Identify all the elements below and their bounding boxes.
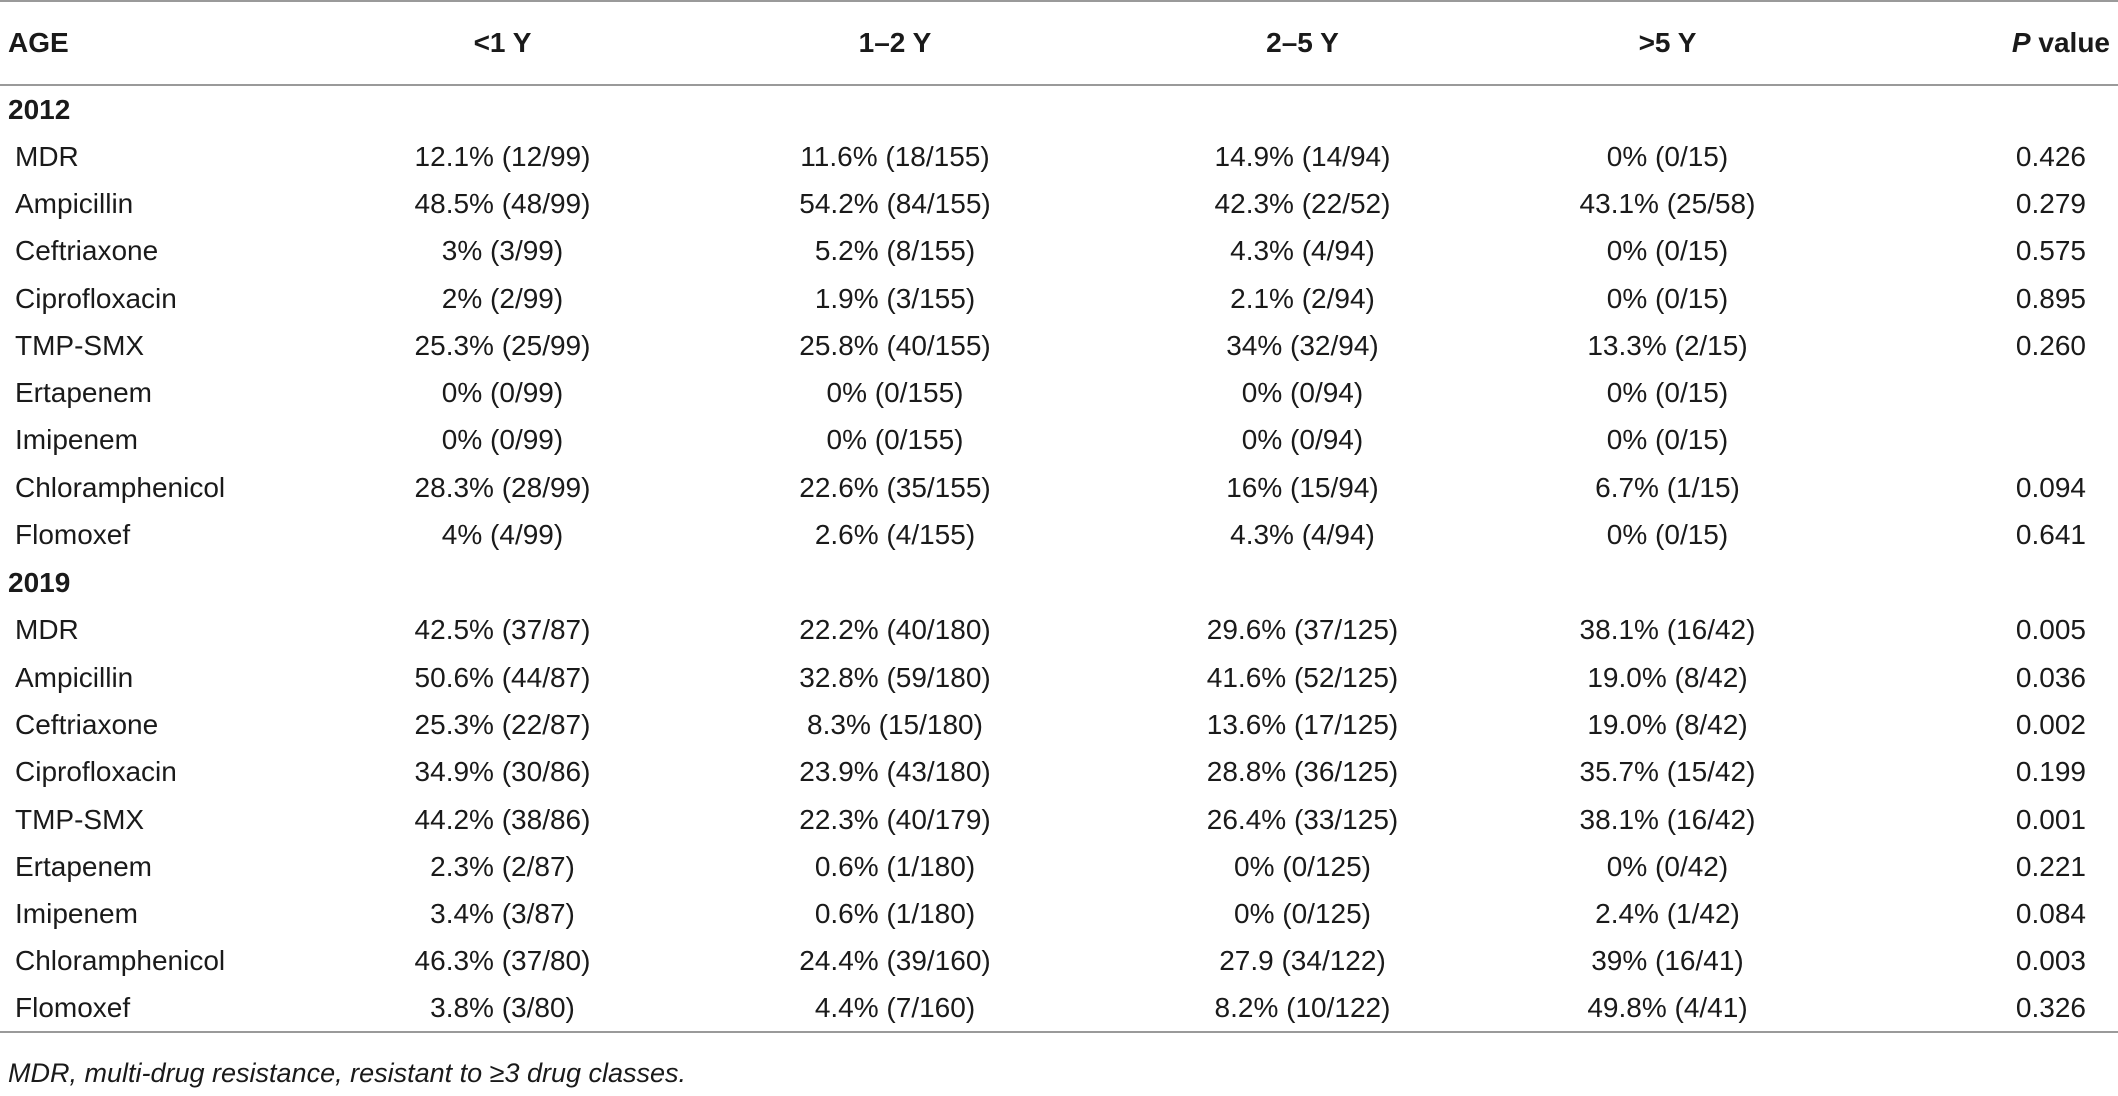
over-5y-cell: 0% (0/15) [1606,140,1729,172]
drug-name-cell: TMP-SMX [15,803,145,835]
p-value-cell: 0.895 [2015,282,2086,314]
drug-name-cell: Ciprofloxacin [15,282,177,314]
table-row [0,749,2118,796]
under-1y-cell: 25.3% (25/99) [414,329,591,361]
over-5y-cell: 39% (16/41) [1591,945,1744,977]
under-1y-cell: 2% (2/99) [441,282,564,314]
drug-name-cell: Flomoxef [0,985,330,1032]
table-row [0,890,2118,937]
drug-name-cell: Ertapenem [15,377,152,409]
age-1-2y-cell: 22.2% (40/180) [799,614,991,646]
under-1y-cell: 42.5% (37/87) [414,614,591,646]
p-value-cell: 0.279 [2015,187,2086,219]
p-value-cell [1845,417,2118,464]
over-5y-cell: 2.4% (1/42) [1595,898,1740,930]
age-1-2y-cell: 54.2% (84/155) [799,187,991,219]
under-1y-cell: 48.5% (48/99) [414,187,591,219]
table-row [0,654,2118,701]
age-2-5y-cell: 0% (0/94) [1241,377,1364,409]
table-row [0,228,2118,275]
age-1-2y-cell: 0% (0/155) [826,377,964,409]
drug-name-cell: Ceftriaxone [15,708,159,740]
age-1-2y-cell: 0.6% (1/180) [814,850,976,882]
header-over-5y: >5 Y [1490,1,1845,85]
over-5y-cell: 38.1% (16/42) [1579,614,1756,646]
age-1-2y-cell: 5.2% (8/155) [814,235,976,267]
under-1y-cell: 3.4% (3/87) [430,898,575,930]
table-row [0,464,2118,511]
drug-name-cell: Imipenem [15,424,138,456]
age-1-2y-cell: 22.6% (35/155) [799,471,991,503]
year-group-row [0,85,2118,133]
over-5y-cell: 19.0% (8/42) [1587,708,1748,740]
under-1y-cell: 4% (4/99) [441,519,564,551]
p-value-cell: 0.094 [2015,471,2086,503]
year-label: 2019 [8,566,71,598]
table-row [0,985,2118,1032]
age-2-5y-cell: 13.6% (17/125) [1206,708,1399,740]
over-5y-cell: 13.3% (2/15) [1587,329,1748,361]
drug-name-cell: Ampicillin [15,187,134,219]
over-5y-cell: 38.1% (16/42) [1579,803,1756,835]
over-5y-cell: 35.7% (15/42) [1579,756,1756,788]
drug-name-cell: Ampicillin [15,661,134,693]
age-1-2y-cell: 4.4% (7/160) [675,985,1115,1032]
table-row [0,938,2118,985]
header-p-italic: P [2011,27,2031,58]
under-1y-cell: 12.1% (12/99) [414,140,591,172]
year-group-row [0,559,2118,607]
table-row [0,511,2118,558]
age-1-2y-cell: 8.3% (15/180) [807,708,983,740]
drug-name-cell: Ertapenem [15,850,152,882]
age-2-5y-cell: 27.9 (34/122) [1219,945,1386,977]
table-row [0,417,2118,464]
drug-name-cell: MDR [15,614,79,646]
p-value-cell: 0.036 [2015,661,2086,693]
over-5y-cell: 0% (0/15) [1606,377,1729,409]
age-2-5y-cell: 14.9% (14/94) [1214,140,1391,172]
age-2-5y-cell: 4.3% (4/94) [1230,519,1375,551]
p-value-cell: 0.260 [2015,329,2086,361]
age-2-5y-cell: 41.6% (52/125) [1206,661,1399,693]
age-2-5y-cell: 34% (32/94) [1226,329,1379,361]
age-2-5y-cell: 4.3% (4/94) [1230,235,1375,267]
under-1y-cell: 0% (0/99) [441,424,564,456]
p-value-cell: 0.001 [2015,803,2086,835]
under-1y-cell: 28.3% (28/99) [414,471,591,503]
p-value-cell: 0.003 [2015,945,2086,977]
over-5y-cell: 0% (0/15) [1606,519,1729,551]
drug-name-cell: Chloramphenicol [15,471,226,503]
under-1y-cell: 46.3% (37/80) [414,945,591,977]
drug-name-cell: TMP-SMX [15,329,145,361]
under-1y-cell: 0% (0/99) [441,377,564,409]
over-5y-cell: 43.1% (25/58) [1579,187,1756,219]
header-age: AGE [0,1,330,85]
header-2-5y: 2–5 Y [1115,1,1490,85]
over-5y-cell: 0% (0/42) [1606,850,1729,882]
age-1-2y-cell: 25.8% (40/155) [799,329,991,361]
age-1-2y-cell: 11.6% (18/155) [800,140,990,172]
age-1-2y-cell: 24.4% (39/160) [799,945,991,977]
p-value-cell: 0.326 [1845,985,2118,1032]
table-row [0,180,2118,227]
table-row [0,607,2118,654]
age-1-2y-cell: 32.8% (59/180) [799,661,991,693]
table-row [0,275,2118,322]
p-value-cell: 0.426 [2015,140,2086,172]
under-1y-cell: 50.6% (44/87) [414,661,591,693]
header-under-1y: <1 Y [330,1,675,85]
age-2-5y-cell: 16% (15/94) [1226,471,1379,503]
drug-name-cell: MDR [15,140,79,172]
header-1-2y: 1–2 Y [675,1,1115,85]
table-row [0,369,2118,416]
header-p-rest: value [2030,27,2110,58]
age-1-2y-cell: 23.9% (43/180) [799,756,991,788]
table-header [0,1,2118,85]
table-row [0,796,2118,843]
age-2-5y-cell: 26.4% (33/125) [1206,803,1399,835]
header-p-value [1845,1,2118,85]
age-2-5y-cell: 8.2% (10/122) [1115,985,1490,1032]
p-value-cell: 0.575 [2015,235,2086,267]
table-row [0,843,2118,890]
age-1-2y-cell: 2.6% (4/155) [814,519,976,551]
drug-name-cell: Ceftriaxone [15,235,159,267]
age-1-2y-cell: 22.3% (40/179) [799,803,991,835]
age-2-5y-cell: 42.3% (22/52) [1214,187,1391,219]
p-value-cell: 0.084 [2015,898,2086,930]
age-1-2y-cell: 0% (0/155) [826,424,964,456]
over-5y-cell: 19.0% (8/42) [1587,661,1748,693]
table-body [0,85,2118,1032]
drug-name-cell: Chloramphenicol [15,945,226,977]
year-label: 2012 [8,93,71,125]
age-2-5y-cell: 28.8% (36/125) [1206,756,1399,788]
age-2-5y-cell: 29.6% (37/125) [1206,614,1399,646]
age-1-2y-cell: 1.9% (3/155) [814,282,976,314]
drug-name-cell: Imipenem [15,898,138,930]
over-5y-cell: 0% (0/15) [1606,424,1729,456]
age-1-2y-cell: 0.6% (1/180) [814,898,976,930]
p-value-cell: 0.002 [2015,708,2086,740]
under-1y-cell: 44.2% (38/86) [414,803,591,835]
over-5y-cell: 0% (0/15) [1606,282,1729,314]
p-value-cell [1845,369,2118,416]
over-5y-cell: 0% (0/15) [1606,235,1729,267]
under-1y-cell: 3.8% (3/80) [330,985,675,1032]
p-value-cell: 0.199 [2015,756,2086,788]
over-5y-cell: 49.8% (4/41) [1490,985,1845,1032]
table-row [0,322,2118,369]
header-row [0,1,2118,85]
table-row [0,133,2118,180]
drug-name-cell: Ciprofloxacin [15,756,177,788]
drug-name-cell: Flomoxef [15,519,131,551]
under-1y-cell: 25.3% (22/87) [414,708,591,740]
p-value-cell: 0.221 [2015,850,2086,882]
age-2-5y-cell: 2.1% (2/94) [1230,282,1375,314]
under-1y-cell: 3% (3/99) [441,235,564,267]
age-2-5y-cell: 0% (0/125) [1234,850,1371,882]
p-value-cell: 0.005 [2015,614,2086,646]
age-2-5y-cell: 0% (0/125) [1234,898,1371,930]
under-1y-cell: 2.3% (2/87) [430,850,575,882]
under-1y-cell: 34.9% (30/86) [414,756,591,788]
p-value-cell: 0.641 [2015,519,2086,551]
over-5y-cell: 6.7% (1/15) [1595,471,1740,503]
table-row [0,701,2118,748]
table-footnote: MDR, multi-drug resistance, resistant to ≥3 drug classes. [8,1058,687,1088]
age-2-5y-cell: 0% (0/94) [1241,424,1364,456]
